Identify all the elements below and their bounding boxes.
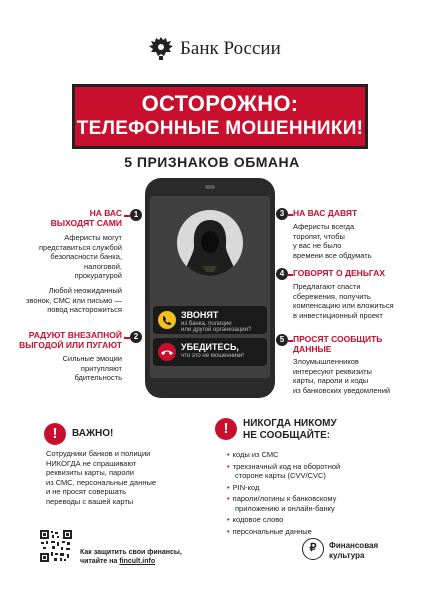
important-text-line: переводы с вашей карты [46, 496, 134, 506]
financial-culture-text [329, 541, 378, 560]
footer-text [80, 548, 182, 566]
call-card-sub [181, 321, 251, 333]
never-list-item: • персональные данные [227, 526, 312, 536]
fincult-link[interactable]: fincult.info [119, 558, 156, 565]
sign-2-text-line: Сильные эмоции [62, 354, 122, 363]
sign-1-text-1-line: налоговой, [83, 261, 122, 271]
sign-1-text-2-line: повод насторожиться [47, 305, 122, 314]
never-list-item-cont: приложению и онлайн-банку [235, 503, 335, 513]
qr-code-icon[interactable] [40, 530, 72, 562]
never-title [243, 418, 337, 442]
call-card-sub-line-1: из банка, полиции [181, 321, 232, 327]
footer-prefix: читайте на [80, 558, 120, 565]
important-warning-icon: ! [44, 423, 66, 445]
important-text [46, 449, 156, 506]
never-title-line-2: НЕ СООБЩАЙТЕ: [243, 430, 331, 441]
footer-line-1: Как защитить свои финансы, [80, 549, 182, 556]
never-warning-icon: ! [215, 418, 237, 440]
sign-3-title: НА ВАС ДАВЯТ [293, 208, 358, 218]
never-list-item: • пароли/логины к банковскому [227, 494, 337, 503]
title-banner [72, 84, 368, 149]
sign-1-title-line-2: ВЫХОДЯТ САМИ [50, 218, 122, 228]
sign-2-number: 2 [130, 331, 142, 343]
sign-4-text-line: в инвестиционный проект [293, 310, 383, 320]
hooded-caller-avatar [177, 210, 243, 276]
never-list-item: • трехзначный код на оборотной [227, 461, 341, 471]
sign-5-text [293, 357, 390, 395]
never-list-item-cont: стороне карты (CVV/CVC) [235, 471, 326, 480]
bank-name: Банк России [180, 38, 281, 59]
important-text-line: из СМС, персональные данные [46, 477, 157, 487]
sign-3-text-line: у вас не было [293, 241, 342, 250]
sign-1-text-1-line: безопасности банка, [50, 252, 122, 261]
sign-5-title-line-2: ДАННЫЕ [293, 344, 332, 354]
phone-illustration [145, 178, 275, 398]
decline-call-icon [158, 343, 176, 361]
phone-screen [150, 196, 270, 378]
sign-5-number: 5 [276, 334, 288, 346]
never-list-item: • кодовое слово [227, 515, 284, 524]
sign-1-text-1-line: Аферисты могут [64, 233, 122, 242]
phone-camera [205, 185, 215, 189]
never-list-item: • PIN-код [227, 482, 260, 492]
important-title: ВАЖНО! [72, 428, 114, 439]
sign-3-text-line: времени все обдумать [293, 250, 372, 260]
sign-5-text-line: из банковских уведомлений [293, 385, 391, 395]
sign-1-text-1 [39, 233, 122, 281]
verify-card-title: УБЕДИТЕСЬ, [181, 342, 239, 352]
never-list [227, 450, 340, 536]
sign-3-text-line: Аферисты всегда [293, 222, 355, 231]
sign-3-text-line: торопят, чтобы [293, 231, 345, 241]
important-text-line: НИКОГДА не спрашивают [46, 458, 137, 468]
sign-2-text-line: притупляют [80, 363, 122, 373]
answer-call-icon [158, 311, 176, 329]
sign-2-text-line: бдительность [74, 373, 122, 382]
sign-5-text-line: Злоумышленников [293, 357, 359, 366]
sign-1-text-2-line: звонок, СМС или письмо — [25, 295, 122, 305]
sign-3-number: 3 [276, 208, 288, 220]
sign-5-title-line-1: ПРОСЯТ СООБЩИТЬ [293, 334, 383, 344]
title-line-1: ОСТОРОЖНО: [141, 91, 299, 116]
call-card-sub-line-2: или другой организации? [181, 327, 252, 333]
sign-5-text-line: интересуют реквизиты [293, 366, 372, 376]
sign-1-text-1-line: представиться службой [38, 242, 122, 252]
important-text-line: Сотрудники банков и полиции [46, 449, 151, 458]
financial-culture-logo-icon: ₽ [302, 538, 324, 560]
never-list-item: • коды из СМС [227, 450, 279, 459]
sign-1-title [51, 208, 122, 228]
sign-2-title-line-2: ВЫГОДОЙ ИЛИ ПУГАЮТ [19, 340, 122, 350]
verify-card-sub: что это не мошенники! [181, 353, 244, 359]
sign-4-text-line: сбережения, получить [293, 291, 371, 301]
fc-line-2: культура [329, 550, 365, 560]
sign-4-text-line: Предлагают спасти [293, 282, 361, 291]
sign-1-number: 1 [130, 209, 142, 221]
sign-4-text [293, 282, 394, 320]
sign-1-text-2-line: Любой неожиданный [48, 286, 122, 295]
sign-4-title: ГОВОРЯТ О ДЕНЬГАХ [293, 268, 386, 278]
bank-of-russia-eagle-icon [147, 34, 175, 62]
verify-call-card [153, 338, 267, 366]
sign-4-text-line: компенсацию или вложиться [293, 301, 394, 310]
footer-line-2 [80, 557, 182, 566]
sign-2-title-line-1: РАДУЮТ ВНЕЗАПНОЙ [28, 330, 122, 340]
incoming-call-card [153, 306, 267, 334]
sign-2-text [62, 354, 122, 383]
sign-1-title-line-1: НА ВАС [89, 208, 122, 218]
sign-4-number: 4 [276, 268, 288, 280]
fc-line-1: Финансовая [329, 541, 379, 550]
sign-3-text [293, 222, 372, 260]
important-text-line: и не просят совершать [46, 487, 127, 496]
sign-1-text-2 [26, 286, 122, 315]
sign-5-text-line: карты, пароли и коды [293, 376, 369, 385]
subtitle: 5 ПРИЗНАКОВ ОБМАНА [124, 154, 300, 170]
sign-5-title [293, 334, 382, 354]
never-title-line-1: НИКОГДА НИКОМУ [243, 418, 337, 429]
call-card-title: ЗВОНЯТ [181, 310, 219, 320]
sign-2-title [19, 330, 122, 350]
important-text-line: реквизиты карты, пароли [46, 468, 134, 477]
hooded-figure-icon [177, 210, 243, 276]
title-line-2: ТЕЛЕФОННЫЕ МОШЕННИКИ! [76, 118, 364, 139]
sign-1-text-1-line: прокуратурой [74, 271, 122, 280]
